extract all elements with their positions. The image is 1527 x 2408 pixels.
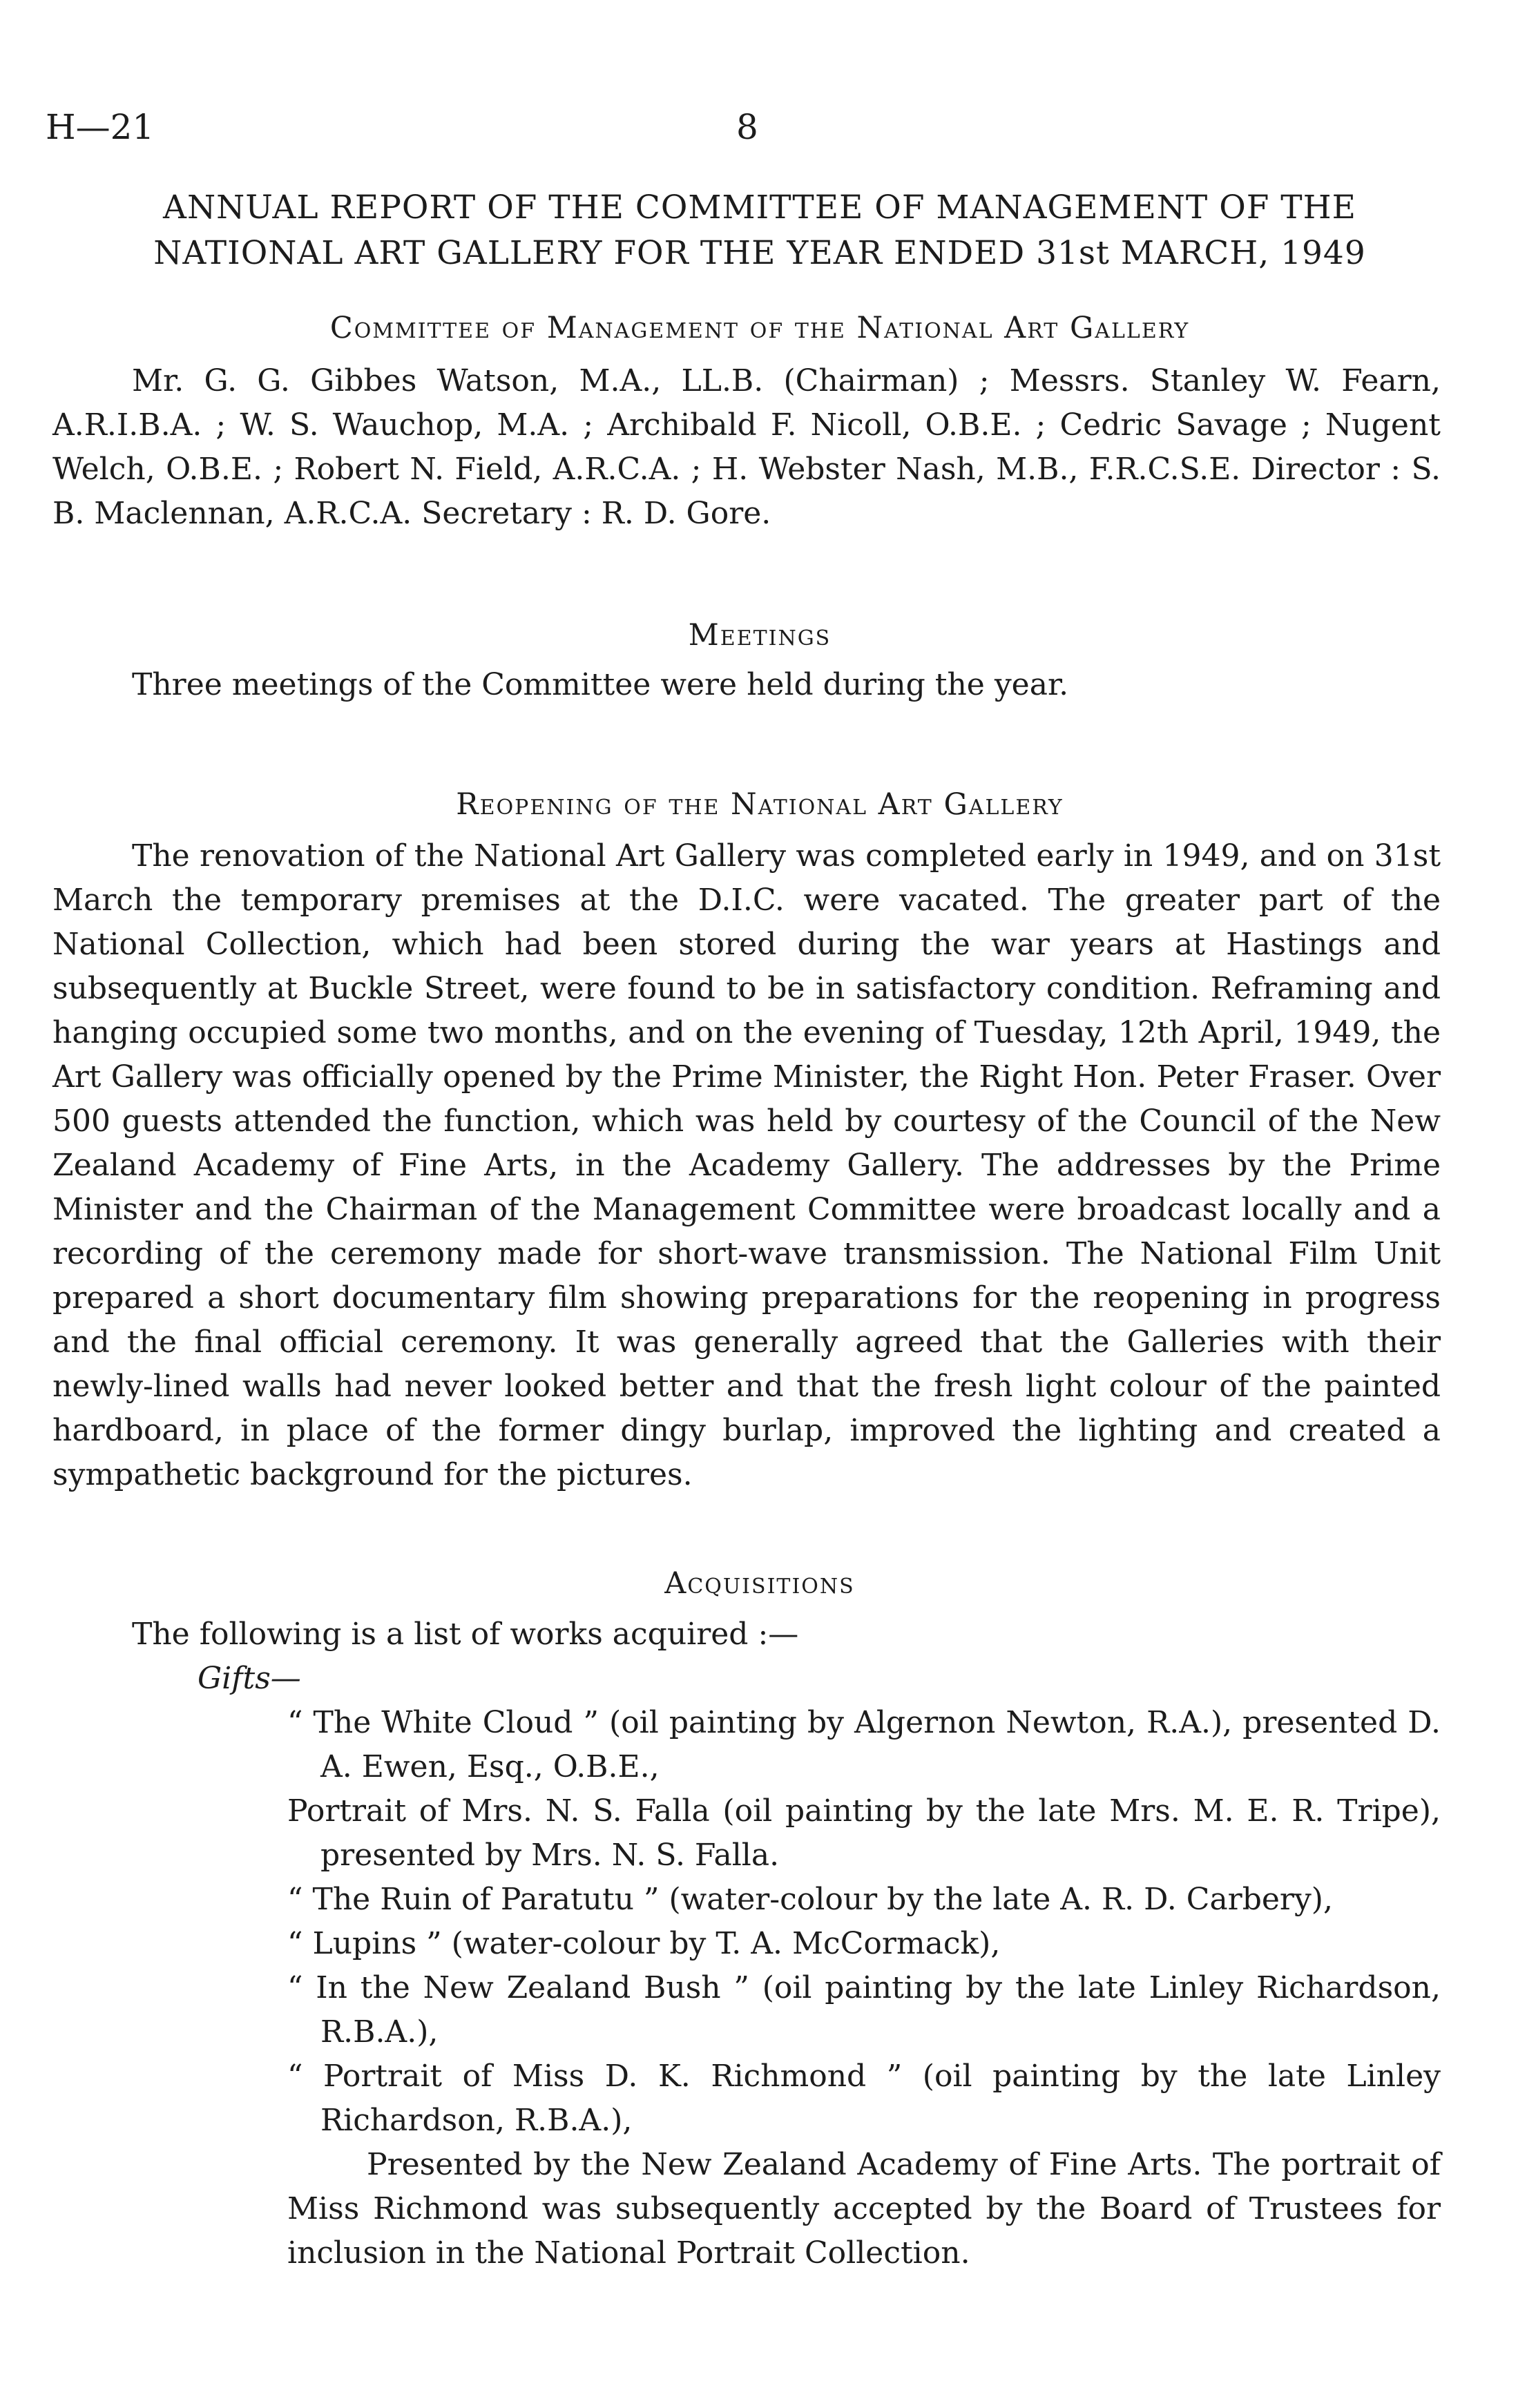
- gift-item: Portrait of Mrs. N. S. Falla (oil painting by the late Mrs. M. E. R. Tripe), presented by Mrs. N. S. Falla.: [287, 1793, 1441, 1873]
- gifts-label: Gifts—: [198, 1661, 301, 1696]
- committee-members: Mr. G. G. Gibbes Watson, M.A., LL.B. (Chairman) ; Messrs. Stanley W. Fearn, A.R.I.B.A. ; W. S. Wauchop, M.A. ; Archibald F. Nicoll, O.B.E. ; Cedric Savage ; Nugent Welch, O.B.E. ; Robert N. Field, A.R.C.A. ; H. Webster Nash, M.B., F.R.C.S.E. Director : S. B. Maclennan, A.R.C.A. Secretary : R. D. Gore.: [52, 363, 1441, 531]
- reopening-text: The renovation of the National Art Gallery was completed early in 1949, and on 31st March the temporary premises at the D.I.C. were vacated. The greater part of the National Collection, which had been stored during the war years at Hastings and subsequently at Buckle Street, were found to be in satisfactory condition. Reframing and hanging occupied some two months, and on the evening of Tuesday, 12th April, 1949, the Art Gallery was officially opened by the Prime Minister, the Right Hon. Peter Fraser. Over 500 guests attended the function, which was held by courtesy of the Council of the New Zealand Academy of Fine Arts, in the Academy Gallery. The addresses by the Prime Minister and the Chairman of the Management Committee were broadcast locally and a recording of the ceremony made for short-wave transmission. The National Film Unit prepared a short documentary film showing preparations for the reopening in progress and the final official ceremony. It was generally agreed that the Galleries with their newly-lined walls had never looked better and that the fresh light colour of the painted hardboard, in place of the former dingy burlap, improved the lighting and created a sympathetic background for the pictures.: [52, 838, 1441, 1492]
- acquisitions-intro: The following is a list of works acquired :—: [132, 1617, 799, 1652]
- report-code: H—21: [46, 107, 155, 147]
- report-title: [69, 185, 1450, 276]
- gift-item: “ In the New Zealand Bush ” (oil painting by the late Linley Richardson, R.B.A.),: [287, 1970, 1441, 2050]
- presented-note: Presented by the New Zealand Academy of Fine Arts. The portrait of Miss Richmond was subsequently accepted by the Board of Trustees for inclusion in the National Portrait Collection.: [287, 2147, 1441, 2271]
- meetings-heading: Meetings: [688, 618, 832, 653]
- gift-item: “ The Ruin of Paratutu ” (water-colour by the late A. R. D. Carbery),: [287, 1882, 1333, 1917]
- gifts-list: [52, 1701, 1441, 2275]
- page-number: 8: [736, 107, 758, 147]
- reopening-heading: Reopening of the National Art Gallery: [456, 787, 1064, 822]
- acquisitions-section: [52, 1612, 1441, 2275]
- committee-heading: Committee of Management of the National Art Gallery: [329, 311, 1190, 345]
- gift-item: “ Portrait of Miss D. K. Richmond ” (oil painting by the late Linley Richardson, R.B.A.),: [287, 2059, 1441, 2138]
- acquisitions-heading: Acquisitions: [664, 1566, 855, 1601]
- title-line-1: ANNUAL REPORT OF THE COMMITTEE OF MANAGEMENT OF THE: [163, 189, 1356, 227]
- gift-item: “ Lupins ” (water-colour by T. A. McCormack),: [287, 1926, 1001, 1961]
- meetings-text: Three meetings of the Committee were held during the year.: [132, 667, 1069, 702]
- title-line-2: NATIONAL ART GALLERY FOR THE YEAR ENDED 31st MARCH, 1949: [153, 234, 1366, 272]
- gift-item: “ The White Cloud ” (oil painting by Algernon Newton, R.A.), presented D. A. Ewen, Esq., O.B.E.,: [287, 1705, 1441, 1784]
- page-header: [46, 107, 1427, 155]
